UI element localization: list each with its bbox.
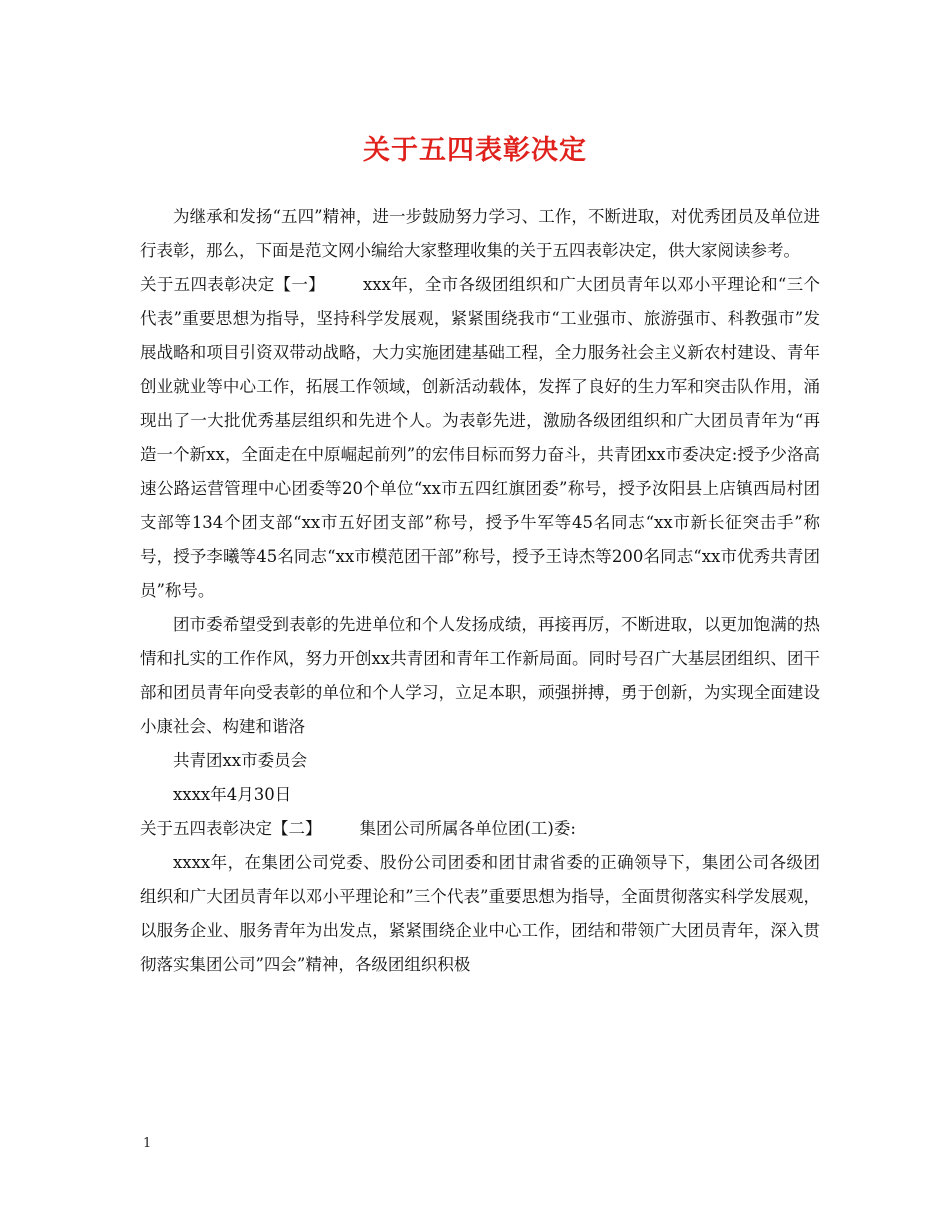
page-number: 1 xyxy=(143,1136,152,1151)
document-title: 关于五四表彰决定 xyxy=(363,135,587,166)
section1-paragraph xyxy=(140,268,820,608)
section2-body: xxxx年，在集团公司党委、股份公司团委和团甘肃省委的正确领导下，集团公司各级团组织和广大团员青年以邓小平理论和”三个代表”重要思想为指导，全面贯彻落实科学发展观，以服务企业、服务青年为出发点，紧紧围绕企业中心工作，团结和带领广大团员青年，深入贯彻落实集团公司”四会”精神，各级团组织积极 xyxy=(140,853,820,974)
section1-date: xxxx年4月30日 xyxy=(173,785,292,804)
section2-salutation: 集团公司所属各单位团(工)委: xyxy=(359,819,576,838)
section1-paragraph-2: 团市委希望受到表彰的先进单位和个人发扬成绩，再接再厉，不断进取，以更加饱满的热情和扎实的工作作风，努力开创xx共青团和青年工作新局面。同时号召广大基层团组织、团干部和团员青年向受表彰的单位和个人学习，立足本职，顽强拼搏，勇于创新，为实现全面建设小康社会、构建和谐洛 xyxy=(140,615,820,736)
document-body xyxy=(140,200,820,982)
section2-heading-line xyxy=(140,812,820,846)
section1-signature: 共青团xx市委员会 xyxy=(173,751,308,770)
section2-heading: 关于五四表彰决定【二】 xyxy=(140,819,322,838)
intro-paragraph: 为继承和发扬“五四”精神，进一步鼓励努力学习、工作，不断进取，对优秀团员及单位进行表彰，那么，下面是范文网小编给大家整理收集的关于五四表彰决定，供大家阅读参考。 xyxy=(140,207,820,260)
section1-body: xxx年，全市各级团组织和广大团员青年以邓小平理论和“三个代表”重要思想为指导，坚持科学发展观，紧紧围绕我市“工业强市、旅游强市、科教强市”发展战略和项目引资双带动战略，大力实施团建基础工程，全力服务社会主义新农村建设、青年创业就业等中心工作，拓展工作领域，创新活动载体，发挥了良好的生力军和突击队作用，涌现出了一大批优秀基层组织和先进个人。为表彰先进，激励各级团组织和广大团员青年为“再造一个新xx，全面走在中原崛起前列”的宏伟目标而努力奋斗，共青团xx市委决定:授予少洛高速公路运营管理中心团委等20个单位“xx市五四红旗团委”称号，授予汝阳县上店镇西局村团支部等134个团支部“xx市五好团支部”称号，授予牛军等45名同志“xx市新长征突击手”称号，授予李曦等45名同志“xx市模范团干部”称号，授予王诗杰等200名同志“xx市优秀共青团员”称号。 xyxy=(140,275,821,600)
section1-heading: 关于五四表彰决定【一】 xyxy=(140,275,325,294)
